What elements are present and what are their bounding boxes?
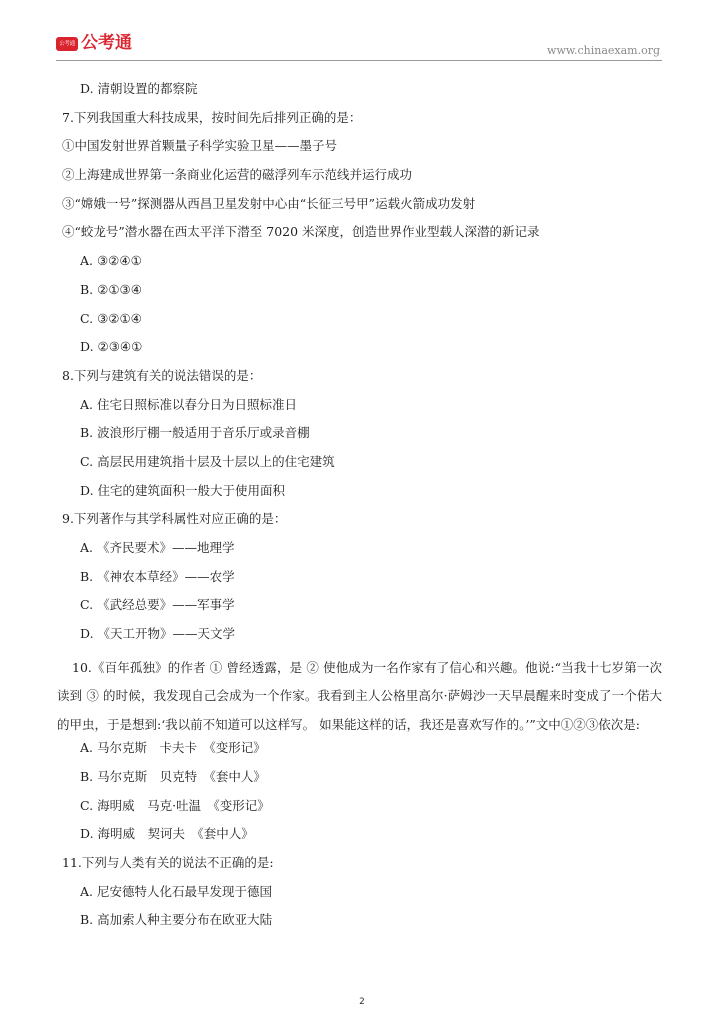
text-line: 9.下列著作与其学科属性对应正确的是：	[62, 511, 287, 527]
answer-option: D. 海明威 契诃夫 《套中人》	[80, 826, 254, 842]
text-line: ①中国发射世界首颗量子科学实验卫星——墨子号	[62, 138, 338, 154]
answer-option: B. 马尔克斯 贝克特 《套中人》	[80, 768, 266, 784]
answer-option: D. 清朝设置的都察院	[80, 81, 198, 96]
answer-option: C. 高层民用建筑指十层及十层以上的住宅建筑	[80, 453, 335, 469]
text-line: 8.下列与建筑有关的说法错误的是：	[62, 367, 262, 383]
header-divider	[56, 60, 662, 61]
text-line: 11.下列与人类有关的说法不正确的是:	[62, 855, 274, 870]
answer-option: C. ③②①④	[80, 310, 142, 326]
answer-option: A. 马尔克斯 卡夫卡 《变形记》	[80, 740, 266, 756]
answer-option: C. 《武经总要》——军事学	[80, 597, 235, 613]
text-line: ②上海建成世界第一条商业化运营的磁浮列车示范线并运行成功	[62, 167, 413, 183]
question-10-stem: 10.《百年孤独》的作者 ① 曾经透露，是 ② 使他成为一名作家有了信心和兴趣。他说:“当我十七岁第一次读到 ③ 的时候，我发现自己会成为一个作家。我看到主人公格里高尔·萨姆沙一天早晨醒来时变成了一个偌大的甲虫，于是想到:‘我以前不知道可以这样写。 如果能这样的话，我还是喜欢写作的。’”文中①②③依次是:	[57, 659, 662, 732]
answer-option: B. 波浪形厅棚一般适用于音乐厅或录音棚	[80, 425, 310, 441]
question-block-1	[62, 80, 662, 654]
answer-option: B. 高加索人种主要分布在欧亚大陆	[80, 912, 273, 928]
answer-option: C. 海明威 马克·吐温 《变形记》	[80, 797, 270, 813]
answer-option: A. ③②④①	[80, 253, 142, 269]
answer-option: D. 住宅的建筑面积一般大于使用面积	[80, 482, 286, 498]
text-line: ④“蛟龙号”潜水器在西太平洋下潜至 7020 米深度，创造世界作业型载人深潜的新记录	[62, 224, 540, 240]
answer-option: A. 尼安德特人化石最早发现于德国	[80, 883, 272, 899]
logo-badge: 公考通	[56, 37, 78, 51]
answer-option: D. ②③④①	[80, 339, 143, 355]
page-header	[0, 0, 724, 62]
answer-option: B. 《神农本草经》——农学	[80, 568, 235, 584]
logo-text: 公考通	[81, 33, 132, 53]
question-block-2	[62, 739, 662, 940]
answer-option: B. ②①③④	[80, 281, 142, 297]
answer-option: A. 《齐民要术》——地理学	[80, 540, 235, 555]
site-url: www.chinaexam.org	[547, 44, 660, 57]
page-number: 2	[359, 997, 365, 1007]
answer-option: A. 住宅日照标准以春分日为日照标准日	[80, 396, 297, 412]
text-line: ③“嫦娥一号”探测器从西昌卫星发射中心由“长征三号甲”运载火箭成功发射	[62, 195, 476, 211]
answer-option: D. 《天工开物》——天文学	[80, 626, 236, 642]
document-body	[57, 80, 662, 940]
text-line: 7.下列我国重大科技成果，按时间先后排列正确的是：	[62, 109, 362, 125]
